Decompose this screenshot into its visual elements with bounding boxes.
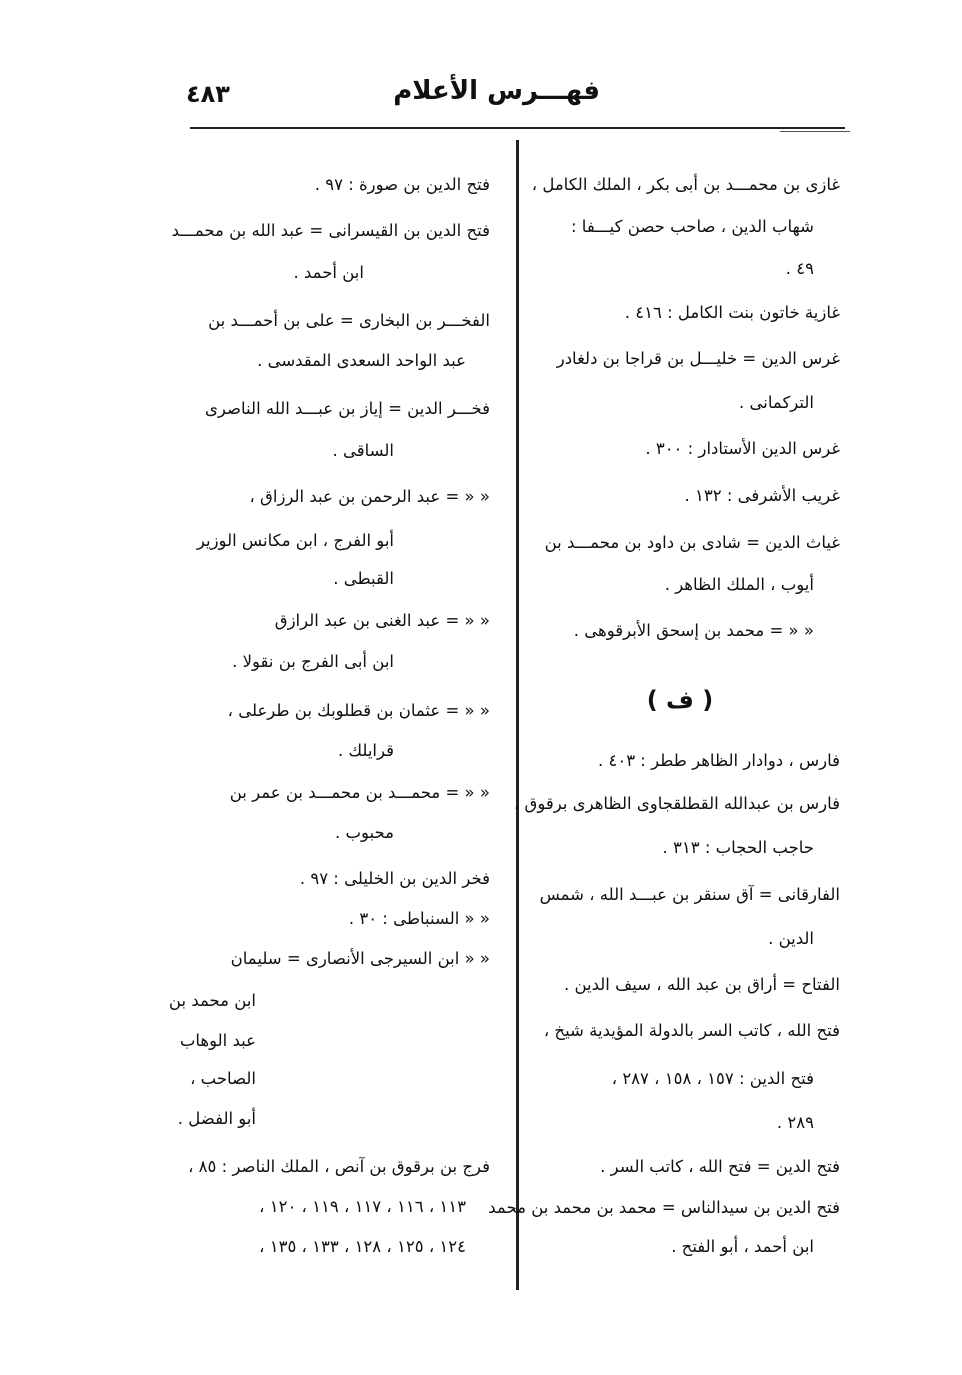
index-entry-line: غرس الدين الأستادار : ٣٠٠ . xyxy=(645,439,840,458)
index-entry-line: فرج بن برقوق بن آنص ، الملك الناصر : ٨٥ ، xyxy=(188,1157,490,1176)
index-entry-line: فتح الدين بن سيدالناس = محمد بن محمد بن محمد xyxy=(488,1198,840,1217)
index-entry-line: محبوب . xyxy=(334,823,394,842)
index-entry-line: فخـــر الدين = إياز بن عبـــد الله الناصرى xyxy=(205,399,490,418)
page-title: فهـــرس الأعلام xyxy=(393,76,600,106)
index-entry-line: ابن محمد بن xyxy=(168,991,256,1010)
index-entry-line: ٢٨٩ . xyxy=(776,1113,814,1132)
index-entry-line: ابن أحمد . xyxy=(293,263,364,282)
index-entry-line: حاجب الحجاب : ٣١٣ . xyxy=(662,838,814,857)
index-entry-line: الفتاح = أراق بن عبد الله ، سيف الدين . xyxy=(563,975,840,994)
index-entry-line: أبو الفرج ، ابن مكانس الوزير xyxy=(196,531,394,550)
index-entry-line: فتح الدين بن القيسرانى = عبد الله بن محمـــد xyxy=(171,221,490,240)
index-entry-line: « « = عثمان بن قطلوبك بن طرعلى ، xyxy=(227,701,490,720)
index-entry-line: عبد الوهاب xyxy=(179,1031,256,1050)
header-rule xyxy=(190,127,845,129)
index-entry-line: غازى بن محمـــد بن أبى بكر ، الملك الكامل ، xyxy=(531,175,840,194)
index-entry-line: الساقى . xyxy=(332,441,394,460)
index-entry-line: « « = محمـــد بن محمـــد بن عمر بن xyxy=(229,783,490,802)
index-entry-line: فخر الدين بن الخليلى : ٩٧ . xyxy=(299,869,490,888)
index-entry-line: ١١٣ ، ١١٦ ، ١١٧ ، ١١٩ ، ١٢٠ ، xyxy=(259,1197,466,1216)
index-entry-line: ٤٩ . xyxy=(785,259,814,278)
index-entry-line: الصاحب ، xyxy=(190,1069,256,1088)
index-entry-line: فتح الدين بن صورة : ٩٧ . xyxy=(314,175,490,194)
index-entry-line: « « ابن السيرجى الأنصارى = سليمان xyxy=(230,949,490,968)
index-entry-line: غازية خاتون بنت الكامل : ٤١٦ . xyxy=(624,303,840,322)
index-entry-line: فارس ، دوادار الظاهر ططر : ٤٠٣ . xyxy=(597,751,840,770)
index-entry-line: الدين . xyxy=(768,929,814,948)
index-entry-line: فتح الله ، كاتب السر بالدولة المؤيدية شيخ ، xyxy=(543,1021,840,1040)
index-entry-line: قرايلك . xyxy=(337,741,394,760)
index-entry-line: غرس الدين = خليـــل بن قراجا بن دلغادر xyxy=(556,349,840,368)
index-entry-line: فارس بن عبدالله القطلقجاوى الظاهرى برقوق ، xyxy=(513,794,840,813)
index-entry-line: عبد الواحد السعدى المقدسى . xyxy=(257,351,466,370)
index-entry-line: غياث الدين = شادى بن داود بن محمـــد بن xyxy=(544,533,840,552)
index-entry-line: « « = عبد الرحمن بن عبد الرزاق ، xyxy=(249,487,490,506)
index-entry-line: غريب الأشرفى : ١٣٢ . xyxy=(684,486,840,505)
index-entry-line: أيوب ، الملك الظاهر . xyxy=(664,575,814,594)
section-heading-fa: ( ف ) xyxy=(646,686,714,714)
column-divider xyxy=(516,140,519,1290)
index-entry-line: « « = محمد بن إسحق الأبرقوهى . xyxy=(573,621,814,640)
index-entry-line: الفخـــر بن البخارى = على بن أحمـــد بن xyxy=(208,311,490,330)
index-entry-line: شهاب الدين ، صاحب حصن كيـــفا : xyxy=(571,217,814,236)
index-entry-line: الفارقانى = آق سنقر بن عبـــد الله ، شمس xyxy=(539,885,840,904)
index-entry-line: فتح الدين = فتح الله ، كاتب السر . xyxy=(600,1157,840,1176)
index-entry-line: فتح الدين : ١٥٧ ، ١٥٨ ، ٢٨٧ ، xyxy=(611,1069,814,1088)
index-entry-line: التركمانى . xyxy=(739,393,814,412)
index-entry-line: ابن أحمد ، أبو الفتح . xyxy=(671,1237,814,1256)
index-entry-line: القبطى . xyxy=(333,569,394,588)
index-entry-line: ١٢٤ ، ١٢٥ ، ١٢٨ ، ١٣٣ ، ١٣٥ ، xyxy=(259,1237,466,1256)
index-entry-line: « « = عبد الغنى بن عبد الرازق xyxy=(274,611,490,630)
header-rule-tail xyxy=(780,131,850,132)
page-number: ٤٨٣ xyxy=(186,80,230,108)
index-entry-line: أبو الفضل . xyxy=(177,1109,256,1128)
index-entry-line: « « السنباطى : ٣٠ . xyxy=(348,909,490,928)
index-entry-line: ابن أبى الفرج بن نقولا . xyxy=(232,652,394,671)
